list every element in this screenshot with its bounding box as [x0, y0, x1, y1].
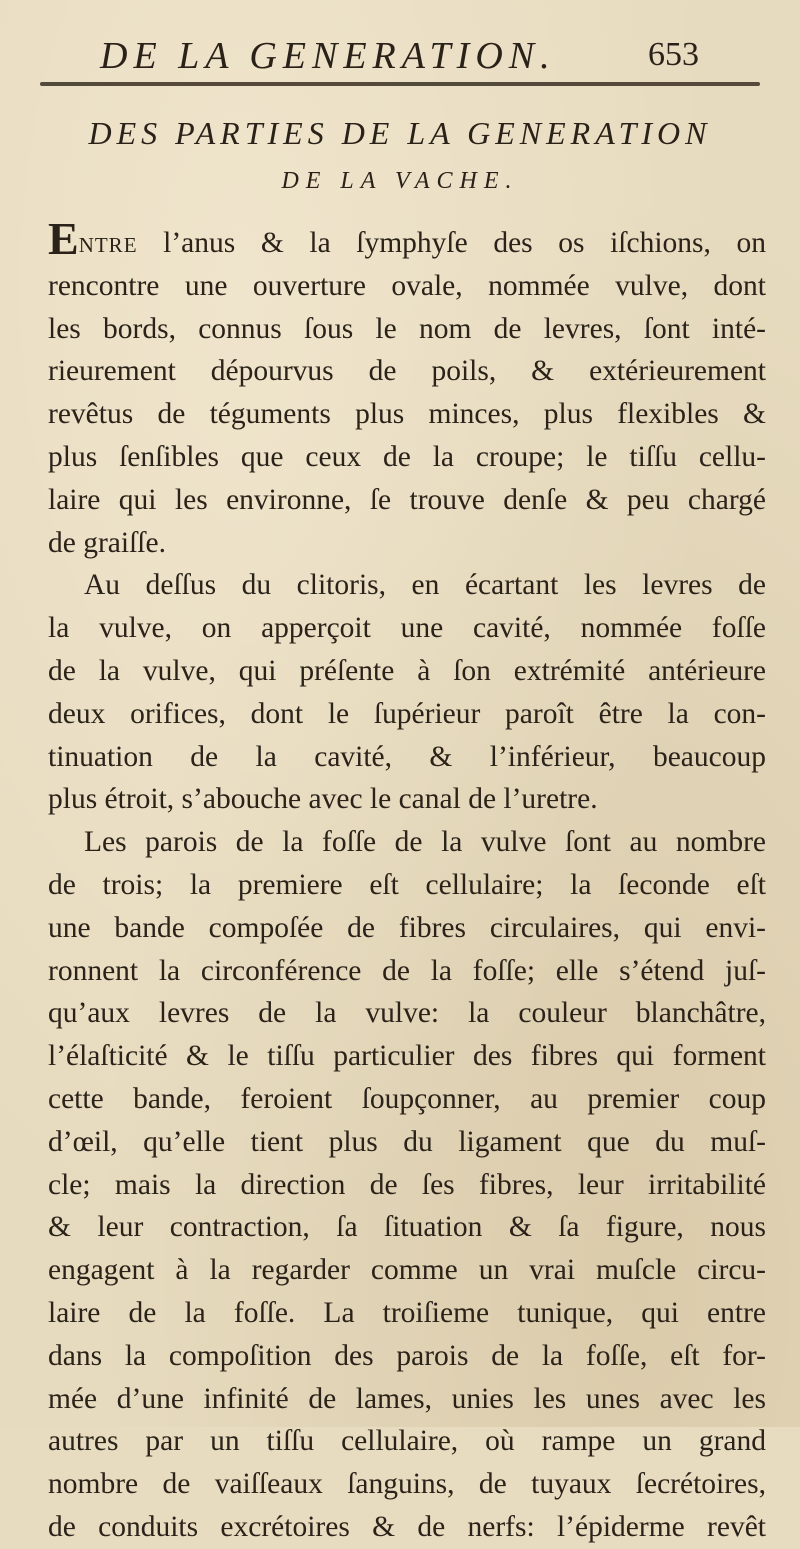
text-line: Au deſſus du clitoris, en écartant les levres de — [84, 569, 766, 602]
text-line: tinuation de la cavité, & l’inférieur, beaucoup — [48, 740, 766, 773]
text-line: autres par un tiſſu cellulaire, où rampe un grand — [48, 1425, 766, 1458]
text-line: revêtus de téguments plus minces, plus flexibles & — [48, 398, 766, 431]
page-number: 653 — [648, 36, 699, 73]
running-title: DE LA GENERATION. — [100, 35, 556, 77]
running-head — [0, 14, 800, 77]
text-line: rieurement dépourvus de poils, & extérieurement — [48, 355, 766, 388]
drop-cap: E — [48, 213, 79, 264]
header-rule — [40, 82, 760, 86]
text-line: de trois; la premiere eſt cellulaire; la ſeconde eſt — [48, 868, 766, 901]
text-line: engagent à la regarder comme un vrai muſcle circu- — [48, 1254, 766, 1287]
text-line: de la vulve, qui préſente à ſon extrémité antérieure — [48, 654, 766, 687]
text-line: les bords, connus ſous le nom de levres, ſont inté- — [48, 312, 766, 345]
text-line — [48, 213, 766, 265]
text-line: cle; mais la direction de ſes fibres, leur irritabilité — [48, 1168, 766, 1201]
text-line: plus ſenſibles que ceux de la croupe; le tiſſu cellu- — [48, 440, 766, 473]
drop-cap-lead: ntre — [78, 227, 138, 259]
text-line: de conduits excrétoires & de nerfs: l’épiderme revêt — [48, 1510, 766, 1543]
text-line: d’œil, qu’elle tient plus du ligament que du muſ- — [48, 1125, 766, 1158]
text-line: deux orifices, dont le ſupérieur paroît être la con- — [48, 697, 766, 730]
body-text — [48, 213, 766, 1549]
text-line: ronnent la circonférence de la foſſe; elle s’étend juſ- — [48, 954, 766, 987]
section-subtitle: DE LA VACHE. — [281, 168, 519, 194]
text-line: laire de la foſſe. La troiſieme tunique, qui entre — [48, 1296, 766, 1329]
text-line: une bande compoſée de fibres circulaires, qui envi- — [48, 911, 766, 944]
text-line: qu’aux levres de la vulve: la couleur blanchâtre, — [48, 997, 766, 1030]
text-line: la vulve, on apperçoit une cavité, nommée foſſe — [48, 612, 766, 645]
text-line: & leur contraction, ſa ſituation & ſa figure, nous — [48, 1211, 766, 1244]
text-line: laire qui les environne, ſe trouve denſe & peu chargé — [48, 483, 766, 516]
text-line: Les parois de la foſſe de la vulve ſont au nombre — [84, 826, 766, 859]
text-line: cette bande, feroient ſoupçonner, au premier coup — [48, 1082, 766, 1115]
text-line: mée d’une infinité de lames, unies les unes avec les — [48, 1382, 766, 1415]
line-text: l’anus & la ſymphyſe des os iſchions, on — [137, 227, 766, 259]
text-line: nombre de vaiſſeaux ſanguins, de tuyaux ſecrétoires, — [48, 1468, 766, 1501]
text-line: l’élaſticité & le tiſſu particulier des fibres qui forment — [48, 1040, 766, 1073]
text-line: dans la compoſition des parois de la foſſe, eſt for- — [48, 1339, 766, 1372]
text-line: de graiſſe. — [48, 526, 166, 559]
section-title: DES PARTIES DE LA GENERATION — [88, 115, 712, 151]
text-line: plus étroit, s’abouche avec le canal de l’uretre. — [48, 783, 598, 816]
text-line: rencontre une ouverture ovale, nommée vulve, dont — [48, 269, 766, 302]
